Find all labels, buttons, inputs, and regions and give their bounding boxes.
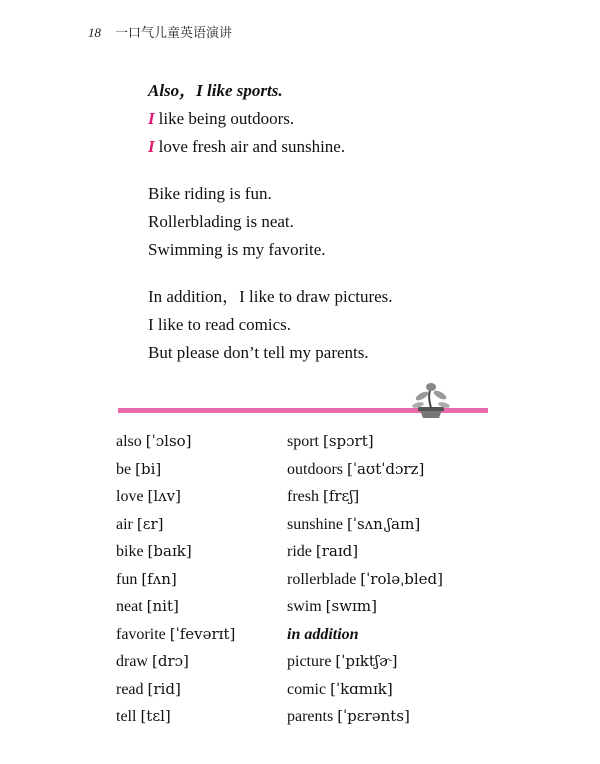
vocab-entry: [287, 648, 443, 676]
vocab-word: read: [116, 680, 144, 698]
potted-plant-icon: [408, 378, 454, 418]
vocab-entry: [116, 703, 235, 731]
vocab-word: in addition: [287, 625, 359, 643]
vocab-word: fresh: [287, 488, 319, 505]
vocab-word: neat: [116, 598, 143, 615]
vocab-word: comic: [287, 680, 327, 698]
vocab-ipa: [nit]: [146, 597, 179, 615]
vocab-entry: [287, 456, 443, 484]
highlight-marker: I: [148, 109, 155, 128]
passage-line: Rollerblading is neat.: [148, 212, 294, 231]
vocab-entry: [116, 648, 235, 676]
vocab-entry: [287, 483, 443, 511]
vocab-ipa: [swɪm]: [325, 597, 377, 615]
vocabulary-column-left: [116, 428, 235, 731]
passage-line-text: love fresh air and sunshine.: [158, 137, 346, 156]
vocab-ipa: [ˈaʊtˈdɔrz]: [347, 459, 425, 478]
vocab-entry: [116, 428, 235, 456]
vocab-word: sport: [287, 433, 319, 450]
passage-line: Bike riding is fun.: [148, 184, 272, 203]
vocab-entry: [287, 566, 443, 594]
vocab-word: sunshine: [287, 515, 343, 533]
passage-line: [148, 105, 393, 133]
vocab-ipa: [ˈroləˌbled]: [360, 569, 444, 588]
vocab-word: picture: [287, 653, 332, 670]
vocab-ipa: [ɛr]: [136, 514, 164, 533]
passage-line: But please don’t tell my parents.: [148, 343, 369, 362]
vocab-word: air: [116, 515, 133, 533]
vocab-entry: [116, 483, 235, 511]
vocab-word: be: [116, 460, 132, 478]
vocab-entry: [287, 703, 443, 731]
vocab-ipa: [ˈɔlso]: [145, 432, 192, 450]
vocab-ipa: [baɪk]: [147, 542, 192, 560]
vocab-word: rollerblade: [287, 570, 357, 588]
vocab-word: also: [116, 433, 142, 450]
vocabulary-column-right: [287, 428, 443, 731]
vocab-word: favorite: [116, 625, 166, 643]
vocab-ipa: [ˈsʌnˌʃaɪn]: [347, 514, 421, 533]
page-header: [88, 22, 232, 41]
vocab-entry: [116, 593, 235, 621]
vocab-ipa: [bi]: [135, 459, 162, 478]
vocab-entry: [287, 593, 443, 621]
vocab-ipa: [ˈkɑmɪk]: [330, 679, 393, 698]
vocab-ipa: [ˈpɪktʃɚ]: [335, 652, 398, 670]
vocab-word: ride: [287, 543, 312, 560]
vocab-entry: [116, 538, 235, 566]
vocab-word: fun: [116, 570, 138, 588]
vocab-ipa: [tɛl]: [140, 707, 171, 725]
vocab-ipa: [ˈfevərɪt]: [169, 624, 236, 643]
passage-line: In addition，I like to draw pictures.: [148, 287, 393, 306]
vocab-word: swim: [287, 598, 322, 615]
vocab-word: parents: [287, 708, 334, 725]
vocab-ipa: [fʌn]: [141, 569, 177, 588]
page-number: 18: [88, 25, 101, 40]
passage: [148, 77, 393, 367]
passage-line-text: like being outdoors.: [158, 109, 295, 128]
vocab-ipa: [rid]: [147, 679, 181, 698]
vocab-ipa: [drɔ]: [151, 652, 189, 670]
vocab-entry: [287, 621, 443, 649]
vocab-entry: [116, 456, 235, 484]
vocab-ipa: [lʌv]: [147, 487, 181, 505]
vocab-entry: [287, 511, 443, 539]
vocab-ipa: [raɪd]: [315, 542, 359, 560]
vocab-word: draw: [116, 653, 148, 670]
vocab-entry: [287, 428, 443, 456]
vocab-word: tell: [116, 708, 137, 725]
vocab-word: bike: [116, 543, 144, 560]
vocab-word: love: [116, 488, 144, 505]
vocab-entry: [116, 511, 235, 539]
vocab-entry: [116, 676, 235, 704]
vocab-entry: [287, 538, 443, 566]
vocab-entry: [287, 676, 443, 704]
vocab-entry: [116, 566, 235, 594]
highlight-marker: I: [148, 137, 155, 156]
passage-line: Swimming is my favorite.: [148, 240, 326, 259]
vocab-ipa: [ˈpɛrənts]: [337, 707, 410, 725]
passage-line: [148, 133, 393, 161]
passage-line: I like to read comics.: [148, 315, 292, 334]
book-title: 一口气儿童英语演讲: [115, 25, 233, 40]
vocab-ipa: [frɛʃ]: [322, 487, 360, 505]
vocab-ipa: [spɔrt]: [323, 432, 374, 450]
vocab-entry: [116, 621, 235, 649]
passage-line: Also，I like sports.: [148, 81, 283, 100]
vocab-word: outdoors: [287, 460, 343, 478]
